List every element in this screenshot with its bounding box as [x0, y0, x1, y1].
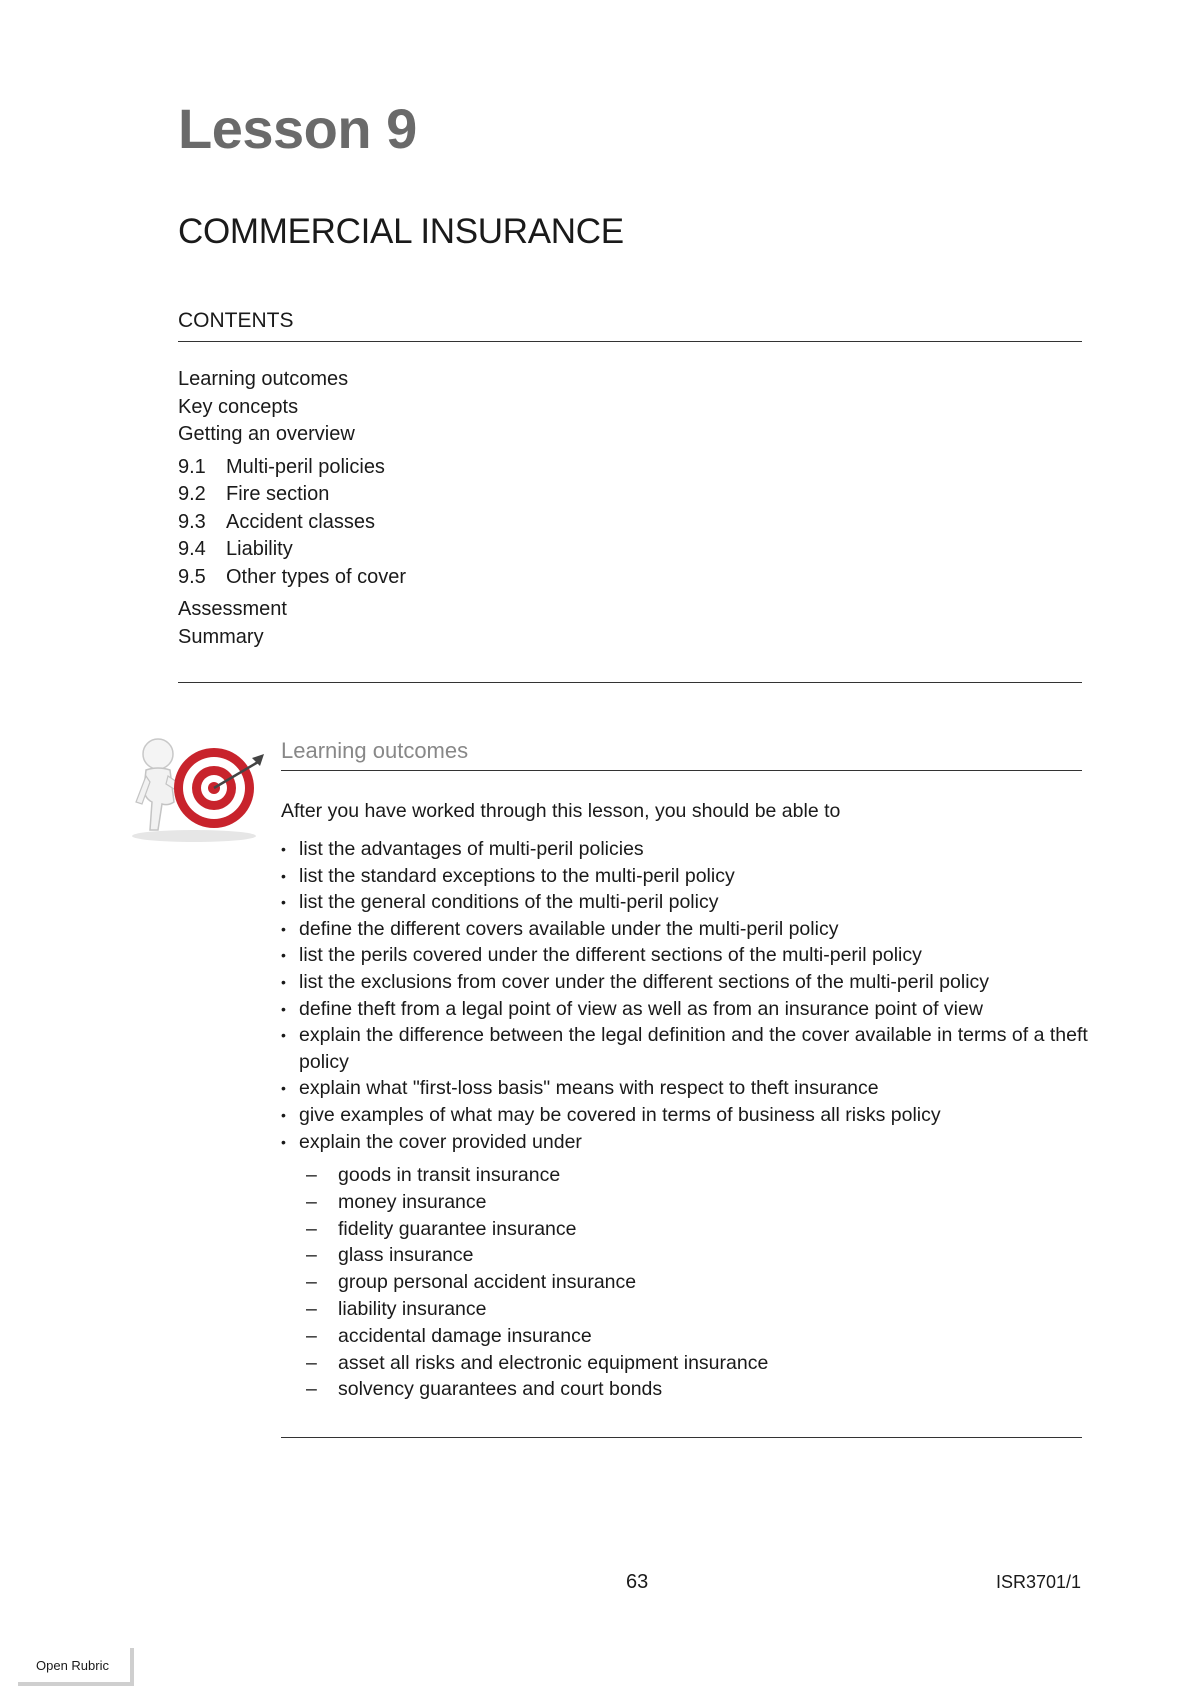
toc-item-number: 9.1	[178, 455, 206, 478]
toc-item[interactable]	[178, 454, 406, 482]
toc-item[interactable]: Key concepts	[178, 395, 299, 418]
target-figure-icon	[122, 732, 268, 844]
list-item: • give examples of what may be covered in terms of business all risks policy	[281, 1102, 1091, 1129]
toc-item[interactable]: Getting an overview	[178, 423, 355, 445]
list-item: • list the perils covered under the different sections of the multi-peril policy	[281, 942, 1091, 969]
toc-item-number: 9.3	[178, 510, 206, 533]
list-item: • list the advantages of multi-peril policies	[281, 836, 1091, 863]
toc-item-number: 9.2	[178, 483, 206, 505]
list-item: • list the general conditions of the multi-peril policy	[281, 889, 1091, 916]
toc-item[interactable]	[178, 536, 406, 564]
page-number: 63	[626, 1571, 649, 1593]
toc-item[interactable]	[178, 509, 406, 537]
list-item: – fidelity guarantee insurance	[306, 1216, 768, 1243]
list-item: • list the exclusions from cover under the different sections of the multi-peril policy	[281, 969, 1091, 996]
list-item: – money insurance	[306, 1189, 768, 1216]
list-item: • list the standard exceptions to the multi-peril policy	[281, 863, 1091, 890]
list-item: • explain what "first-loss basis" means with respect to theft insurance	[281, 1075, 1091, 1102]
toc-item-number: 9.5	[178, 565, 206, 588]
open-rubric-tag: Open Rubric	[18, 1648, 134, 1686]
list-item: • explain the cover provided under	[281, 1129, 1091, 1156]
toc-item[interactable]	[178, 481, 406, 509]
lesson-title: Lesson 9	[178, 97, 417, 160]
toc-item[interactable]: Learning outcomes	[178, 368, 349, 390]
outcomes-bottom-divider	[281, 1437, 1082, 1438]
toc-item[interactable]	[178, 564, 406, 592]
toc-item-label: Accident classes	[226, 510, 375, 533]
list-item: – asset all risks and electronic equipment insurance	[306, 1350, 768, 1377]
outcomes-top-divider	[281, 770, 1082, 771]
toc-item[interactable]: Assessment	[178, 598, 287, 620]
list-item: • define the different covers available under the multi-peril policy	[281, 916, 1091, 943]
list-item: – liability insurance	[306, 1296, 768, 1323]
cover-types-list	[306, 1162, 768, 1403]
list-item: – goods in transit insurance	[306, 1162, 768, 1189]
contents-heading: CONTENTS	[178, 309, 294, 332]
lesson-subtitle: COMMERCIAL INSURANCE	[178, 212, 624, 251]
list-item: • explain the difference between the legal definition and the cover available in terms of a theft policy	[281, 1022, 1091, 1075]
toc-item-label: Multi-peril policies	[226, 455, 385, 478]
learning-outcomes-list	[281, 836, 1091, 1155]
list-item: • define theft from a legal point of view as well as from an insurance point of view	[281, 996, 1091, 1023]
learning-outcomes-heading: Learning outcomes	[281, 738, 469, 763]
toc-item-number: 9.4	[178, 538, 206, 560]
list-item: – accidental damage insurance	[306, 1323, 768, 1350]
list-item: – group personal accident insurance	[306, 1269, 768, 1296]
learning-outcomes-intro: After you have worked through this lesson, you should be able to	[281, 800, 841, 822]
table-of-contents	[178, 366, 406, 651]
list-item: – solvency guarantees and court bonds	[306, 1376, 768, 1403]
toc-item-label: Fire section	[226, 483, 330, 505]
contents-top-divider	[178, 341, 1082, 342]
course-code: ISR3701/1	[996, 1572, 1082, 1592]
toc-item-label: Liability	[226, 538, 293, 560]
list-item: – glass insurance	[306, 1242, 768, 1269]
toc-item[interactable]: Summary	[178, 625, 264, 648]
contents-bottom-divider	[178, 682, 1082, 683]
toc-item-label: Other types of cover	[226, 565, 407, 588]
